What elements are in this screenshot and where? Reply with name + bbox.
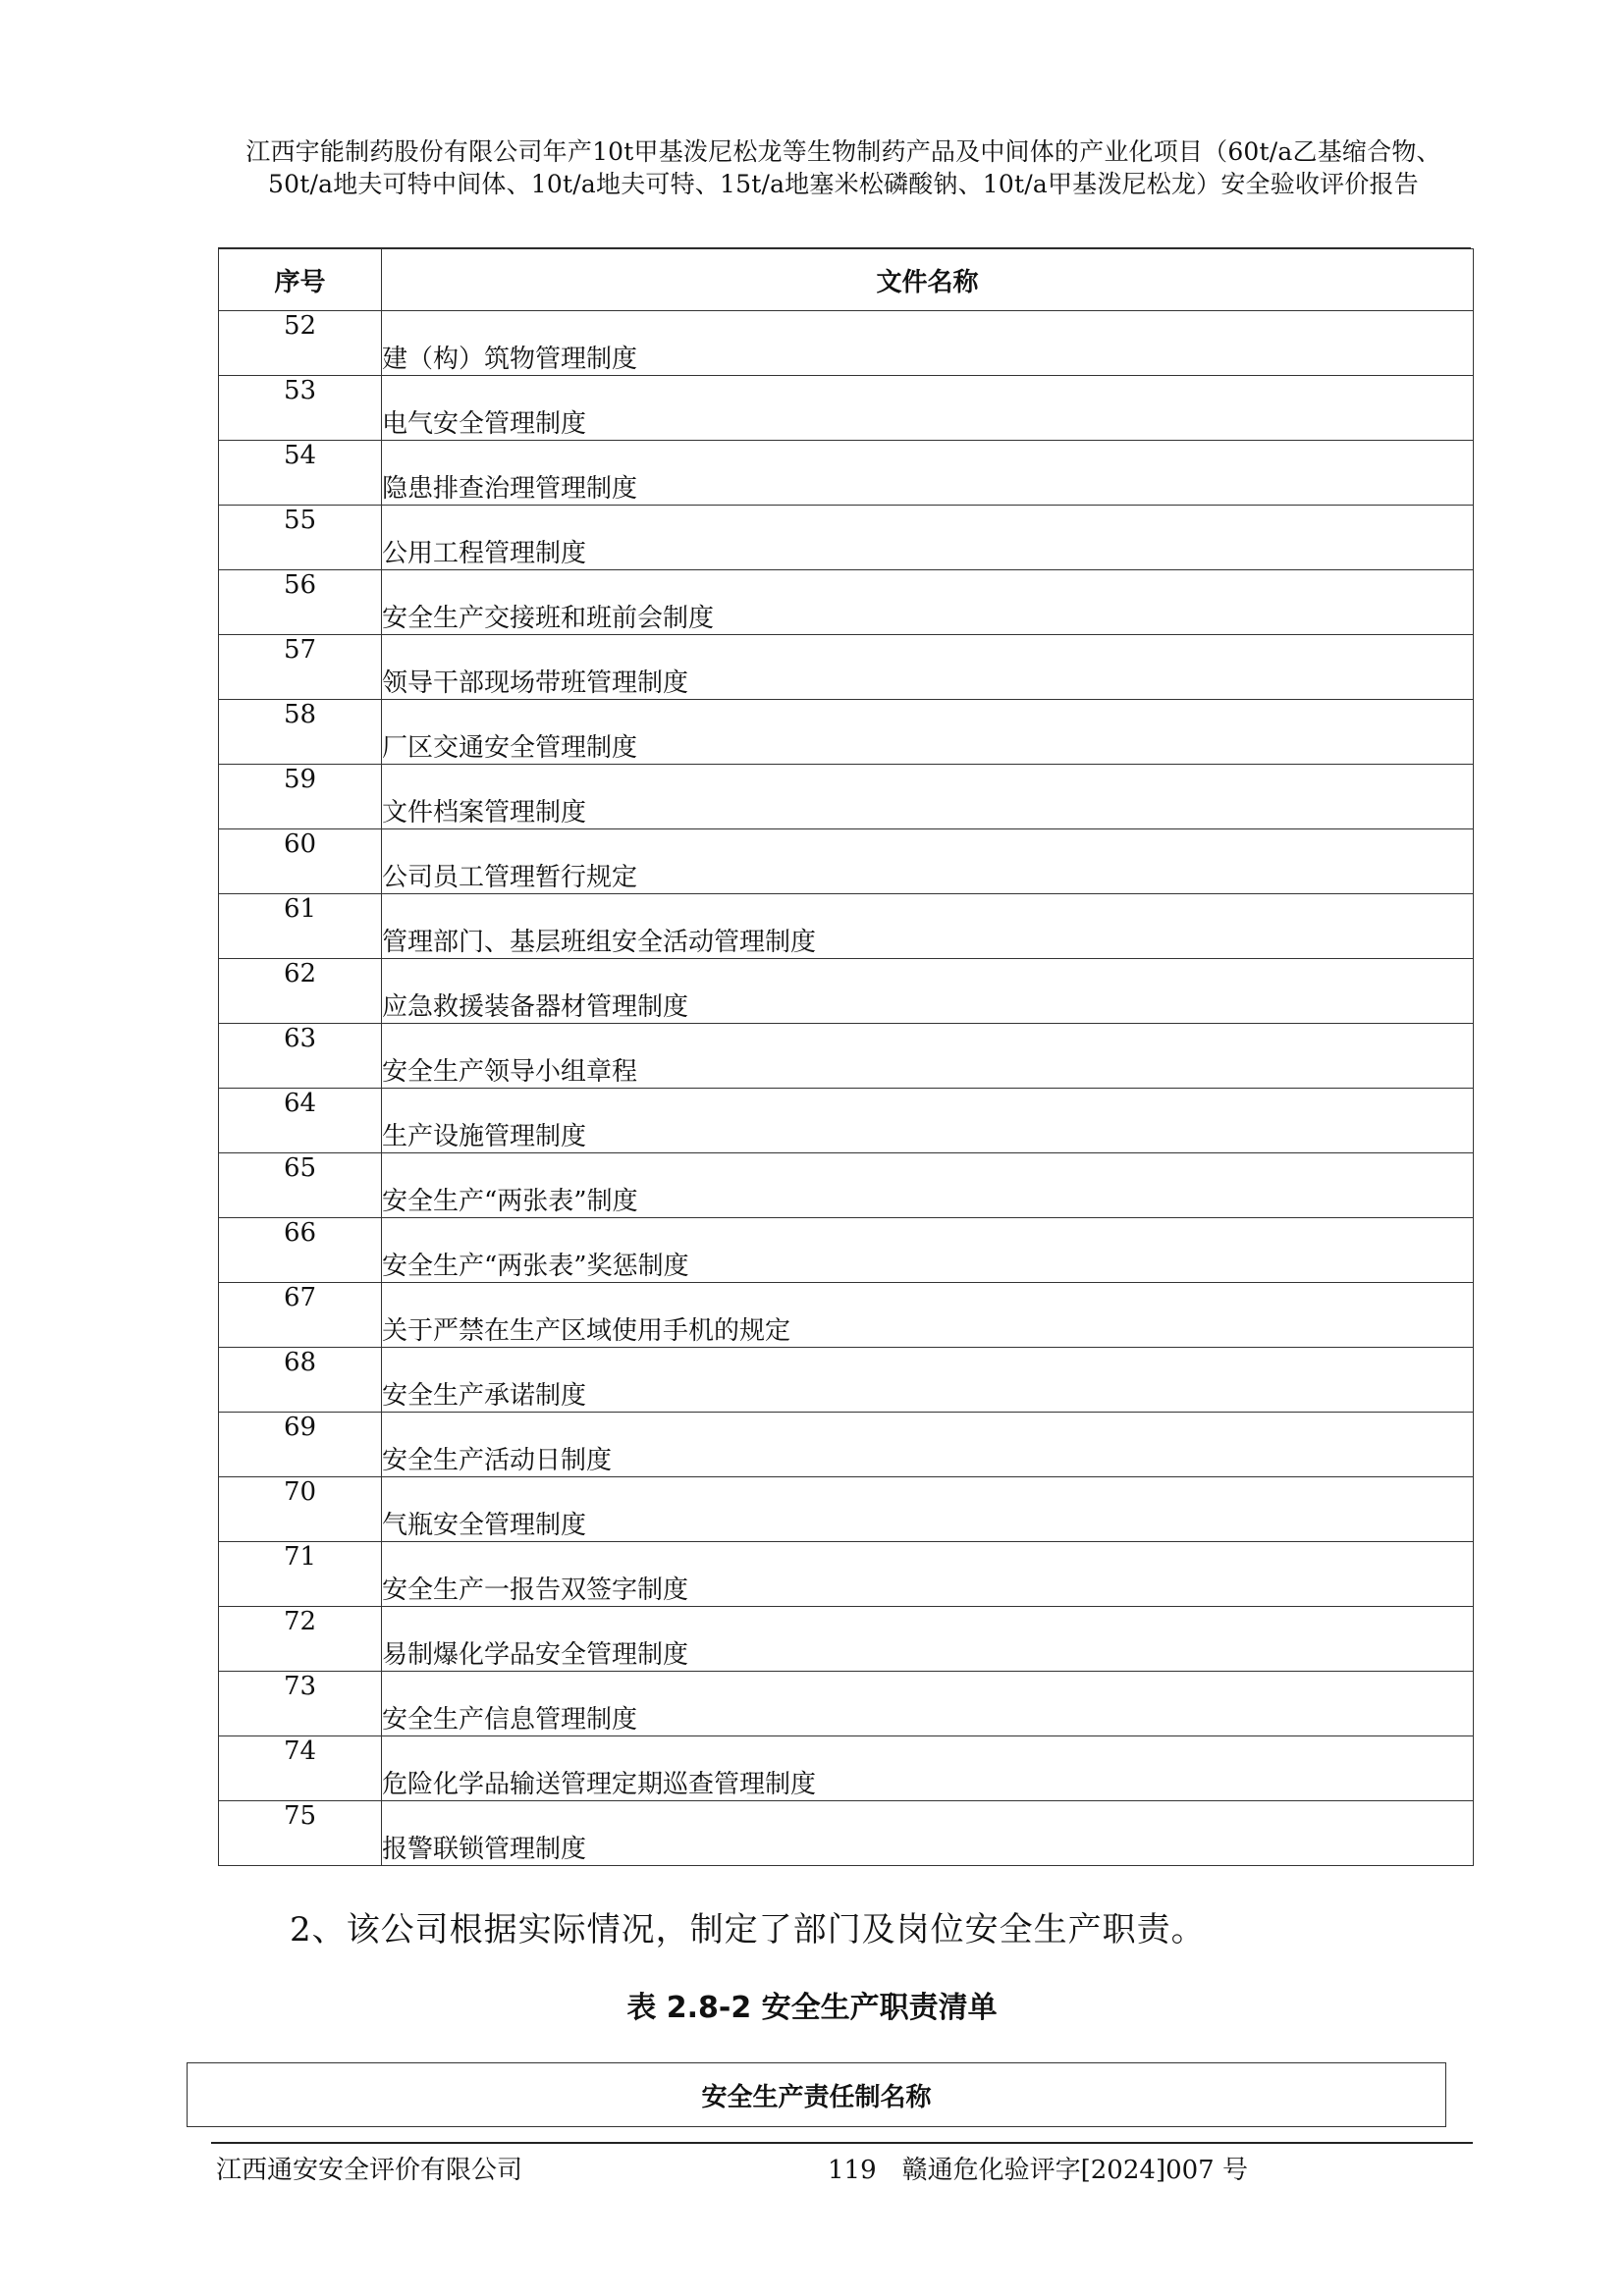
table-row: [219, 635, 1474, 700]
column-header-number: 序号: [219, 249, 382, 311]
table-row: [219, 1477, 1474, 1542]
row-document-name: 安全生产活动日制度: [382, 1413, 1474, 1477]
table-row: [219, 1542, 1474, 1607]
row-number: 64: [219, 1089, 382, 1153]
table-row: [219, 376, 1474, 441]
document-list-table: [218, 248, 1474, 1866]
report-header: 江西宇能制药股份有限公司年产10t甲基泼尼松龙等生物制药产品及中间体的产业化项目（60t/a乙基缩合物、50t/a地夫可特中间体、10t/a地夫可特、15t/a地塞米松磷酸钠、10t/a甲基泼尼松龙）安全验收评价报告: [245, 137, 1441, 198]
row-number: 70: [219, 1477, 382, 1542]
row-document-name: 气瓶安全管理制度: [382, 1477, 1474, 1542]
row-number: 56: [219, 570, 382, 635]
table-row: [219, 829, 1474, 894]
table-row: [219, 1218, 1474, 1283]
row-document-name: 安全生产交接班和班前会制度: [382, 570, 1474, 635]
row-number: 60: [219, 829, 382, 894]
row-number: 75: [219, 1801, 382, 1866]
table-row: [219, 506, 1474, 570]
table-row: [219, 1024, 1474, 1089]
row-document-name: 电气安全管理制度: [382, 376, 1474, 441]
table-row: [219, 700, 1474, 765]
row-document-name: 安全生产“两张表”制度: [382, 1153, 1474, 1218]
row-number: 55: [219, 506, 382, 570]
table-row: [219, 1283, 1474, 1348]
row-number: 69: [219, 1413, 382, 1477]
row-document-name: 报警联锁管理制度: [382, 1801, 1474, 1866]
row-document-name: 生产设施管理制度: [382, 1089, 1474, 1153]
row-document-name: 安全生产“两张表”奖惩制度: [382, 1218, 1474, 1283]
row-number: 61: [219, 894, 382, 959]
row-number: 57: [219, 635, 382, 700]
row-number: 66: [219, 1218, 382, 1283]
row-document-name: 关于严禁在生产区域使用手机的规定: [382, 1283, 1474, 1348]
row-document-name: 应急救援装备器材管理制度: [382, 959, 1474, 1024]
row-document-name: 安全生产领导小组章程: [382, 1024, 1474, 1089]
row-document-name: 公用工程管理制度: [382, 506, 1474, 570]
row-number: 74: [219, 1736, 382, 1801]
table-row: [219, 1672, 1474, 1736]
responsibility-table-header-label: 安全生产责任制名称: [701, 2082, 932, 2112]
footer-company: 江西通安安全评价有限公司: [216, 2156, 523, 2185]
table-row: [219, 1736, 1474, 1801]
row-number: 63: [219, 1024, 382, 1089]
row-document-name: 安全生产一报告双签字制度: [382, 1542, 1474, 1607]
row-number: 59: [219, 765, 382, 829]
table-row: [219, 570, 1474, 635]
row-number: 68: [219, 1348, 382, 1413]
row-number: 65: [219, 1153, 382, 1218]
row-document-name: 危险化学品输送管理定期巡查管理制度: [382, 1736, 1474, 1801]
responsibility-paragraph: 2、该公司根据实际情况，制定了部门及岗位安全生产职责。: [290, 1910, 1206, 1949]
row-document-name: 文件档案管理制度: [382, 765, 1474, 829]
row-number: 54: [219, 441, 382, 506]
table-row: [219, 959, 1474, 1024]
footer-divider: [211, 2142, 1473, 2144]
row-document-name: 公司员工管理暂行规定: [382, 829, 1474, 894]
row-document-name: 建（构）筑物管理制度: [382, 311, 1474, 376]
row-number: 71: [219, 1542, 382, 1607]
row-number: 53: [219, 376, 382, 441]
table-row: [219, 1153, 1474, 1218]
table-row: [219, 1801, 1474, 1866]
row-document-name: 隐患排查治理管理制度: [382, 441, 1474, 506]
table-row: [219, 1089, 1474, 1153]
table-caption: 表 2.8-2 安全生产职责清单: [626, 1991, 998, 2025]
row-number: 67: [219, 1283, 382, 1348]
row-number: 52: [219, 311, 382, 376]
table-row: [219, 1348, 1474, 1413]
table-row: [219, 894, 1474, 959]
footer-page-and-doc-number: 119 赣通危化验评字[2024]007 号: [828, 2156, 1248, 2185]
row-number: 72: [219, 1607, 382, 1672]
table-row: [219, 441, 1474, 506]
table-row: [219, 1607, 1474, 1672]
row-document-name: 管理部门、基层班组安全活动管理制度: [382, 894, 1474, 959]
table-header-row: [219, 249, 1474, 311]
row-number: 73: [219, 1672, 382, 1736]
row-document-name: 易制爆化学品安全管理制度: [382, 1607, 1474, 1672]
column-header-name: 文件名称: [382, 249, 1474, 311]
row-document-name: 安全生产承诺制度: [382, 1348, 1474, 1413]
table-row: [219, 765, 1474, 829]
row-number: 58: [219, 700, 382, 765]
responsibility-table-header: [187, 2062, 1446, 2127]
row-document-name: 领导干部现场带班管理制度: [382, 635, 1474, 700]
table-row: [219, 311, 1474, 376]
table-row: [219, 1413, 1474, 1477]
row-number: 62: [219, 959, 382, 1024]
row-document-name: 安全生产信息管理制度: [382, 1672, 1474, 1736]
row-document-name: 厂区交通安全管理制度: [382, 700, 1474, 765]
